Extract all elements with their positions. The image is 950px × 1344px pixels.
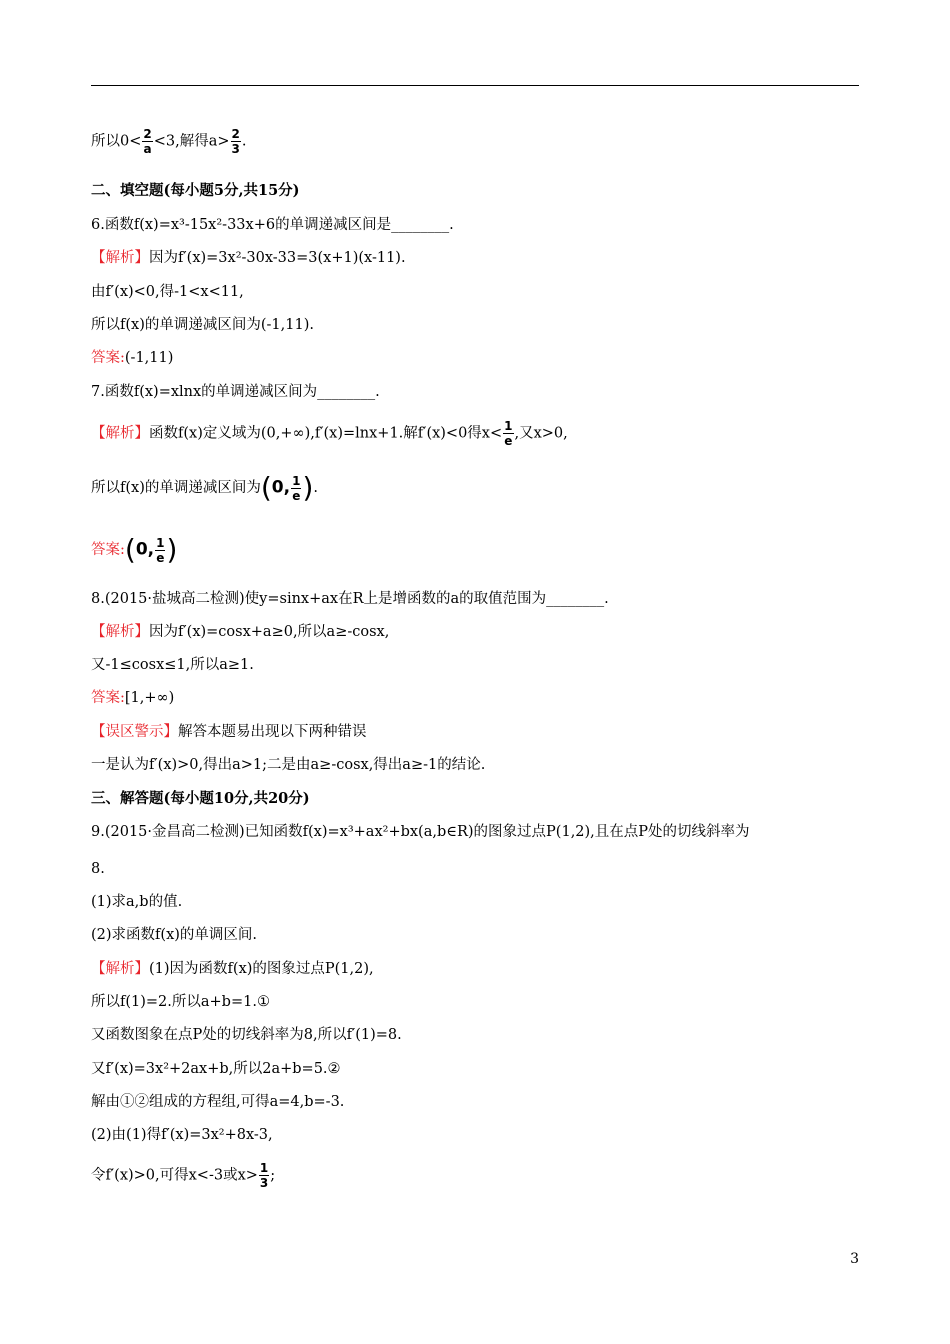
analysis-line: 由f′(x)<0,得-1<x<11, [91, 284, 244, 300]
analysis-line [91, 420, 568, 447]
answer-text: (-1,11) [124, 350, 174, 366]
fraction [259, 1162, 269, 1189]
answer-tag: 答案: [91, 542, 125, 558]
text-span: 令f′(x)>0,可得x<-3或x> [91, 1167, 258, 1184]
text-span: 因为f′(x)=cosx+a≥0,所以a≥-cosx, [149, 624, 390, 640]
text-span: 所以0< [91, 133, 142, 150]
warning-line [91, 725, 367, 740]
text-span: . [313, 480, 318, 496]
text-span: 函数f(x)定义域为(0,+∞),f′(x)=lnx+1.解f′(x)<0得x< [149, 425, 503, 442]
warning-tag: 【误区警示】 [91, 724, 178, 740]
solution-line [91, 128, 246, 155]
numerator: 1 [156, 535, 165, 550]
answer-line [91, 351, 173, 366]
analysis-tag: 【解析】 [91, 624, 149, 640]
fraction [503, 420, 513, 447]
page-number: 3 [850, 1251, 859, 1267]
denominator: a [143, 142, 152, 156]
question-part: (1)求a,b的值. [91, 894, 183, 910]
text-span: 解答本题易出现以下两种错误 [178, 724, 367, 740]
text-span: 所以f(x)的单调递减区间为 [91, 480, 261, 496]
interval-start: 0, [135, 539, 155, 560]
analysis-line [91, 1162, 275, 1189]
answer-line [91, 533, 178, 566]
analysis-line: 解由①②组成的方程组,可得a=4,b=-3. [91, 1094, 345, 1110]
question-6: 6.函数f(x)=x³-15x²-33x+6的单调递减区间是________. [91, 217, 454, 233]
analysis-line: 又f′(x)=3x²+2ax+b,所以2a+b=5.② [91, 1061, 341, 1077]
denominator: e [504, 434, 513, 448]
question-part: (2)求函数f(x)的单调区间. [91, 927, 258, 943]
numerator: 2 [143, 127, 152, 141]
paren-right: ) [302, 471, 314, 504]
question-7: 7.函数f(x)=xlnx的单调递减区间为________. [91, 384, 380, 400]
analysis-tag: 【解析】 [91, 425, 149, 442]
text-span: ,又x>0, [514, 425, 568, 442]
question-9: 9.(2015·金昌高二检测)已知函数f(x)=x³+ax²+bx(a,b∈R)的图象过点P(1,2),且在点P处的切线斜率为 [91, 824, 750, 840]
analysis-line: 所以f(1)=2.所以a+b=1.① [91, 994, 270, 1010]
text-span: ; [270, 1167, 276, 1184]
text-span: . [241, 133, 247, 150]
analysis-line [91, 962, 374, 977]
denominator: e [292, 488, 301, 503]
analysis-line [91, 471, 318, 504]
denominator: 3 [259, 1176, 269, 1190]
answer-tag: 答案: [91, 690, 125, 706]
fraction [231, 128, 241, 155]
paren-left: ( [124, 533, 136, 566]
analysis-tag: 【解析】 [91, 961, 149, 977]
numerator: 1 [504, 419, 513, 433]
answer-text: [1,+∞) [124, 690, 175, 706]
section-heading: 三、解答题(每小题10分,共20分) [91, 790, 310, 807]
paren-left: ( [260, 471, 272, 504]
numerator: 2 [231, 127, 240, 141]
text-span: <3,解得a> [153, 133, 230, 150]
warning-line: 一是认为f′(x)>0,得出a>1;二是由a≥-cosx,得出a≥-1的结论. [91, 757, 486, 773]
text-span: (1)因为函数f(x)的图象过点P(1,2), [149, 961, 374, 977]
denominator: e [156, 550, 165, 565]
question-9-cont: 8. [91, 861, 105, 877]
denominator: 3 [231, 142, 240, 156]
question-8: 8.(2015·盐城高二检测)使y=sinx+ax在R上是增函数的a的取值范围为________. [91, 591, 609, 607]
numerator: 1 [259, 1161, 269, 1175]
fraction [291, 475, 301, 502]
fraction [155, 537, 165, 564]
analysis-line: (2)由(1)得f′(x)=3x²+8x-3, [91, 1127, 273, 1143]
paren-right: ) [166, 533, 178, 566]
analysis-line: 又函数图象在点P处的切线斜率为8,所以f′(1)=8. [91, 1027, 402, 1043]
analysis-tag: 【解析】 [91, 250, 149, 266]
analysis-line: 所以f(x)的单调递减区间为(-1,11). [91, 317, 314, 333]
fraction [142, 128, 152, 155]
section-heading: 二、填空题(每小题5分,共15分) [91, 182, 300, 199]
header-rule [91, 85, 859, 86]
answer-tag: 答案: [91, 350, 125, 366]
text-span: 因为f′(x)=3x²-30x-33=3(x+1)(x-11). [149, 250, 406, 266]
interval-start: 0, [271, 477, 291, 498]
answer-line [91, 691, 174, 706]
analysis-line: 又-1≤cosx≤1,所以a≥1. [91, 657, 254, 673]
numerator: 1 [292, 473, 301, 488]
analysis-line [91, 251, 406, 266]
analysis-line [91, 625, 389, 640]
